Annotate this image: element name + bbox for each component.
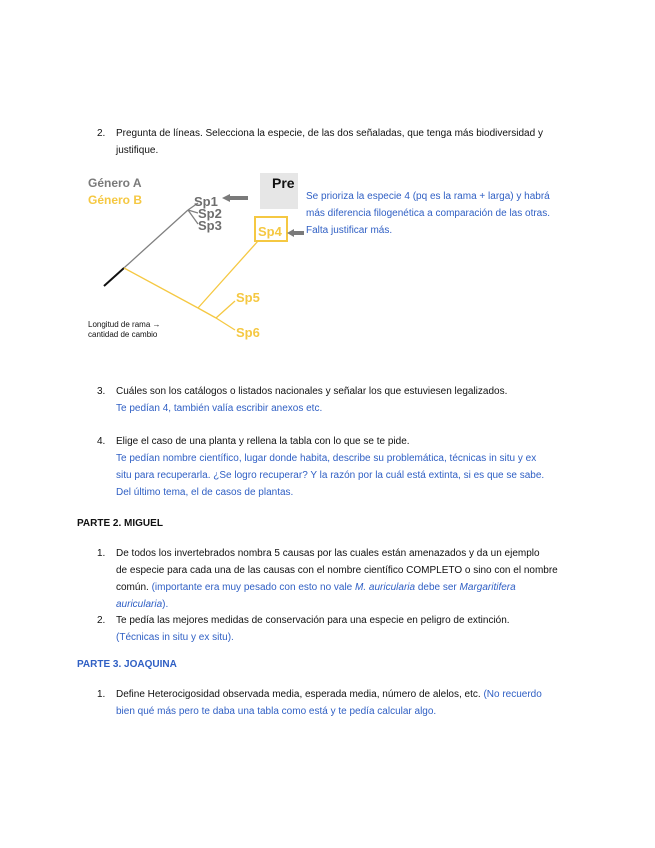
q2-answer-line3: Falta justificar más. (306, 225, 393, 236)
sp3-label: Sp3 (198, 218, 222, 233)
arrow-shaft (230, 196, 248, 200)
q4-answer-line1: Te pedían nombre científico, lugar donde habita, describe su problemática, técnicas in situ y ex (116, 453, 537, 464)
part3-item1-line2: bien qué más pero te daba una tabla como está y te pedía calcular algo. (116, 706, 437, 717)
q3-answer: Te pedían 4, también valía escribir anexos etc. (116, 403, 323, 414)
part3-item1-number: 1. (97, 689, 106, 700)
pre-label: Pre (272, 175, 295, 191)
part2-heading: PARTE 2. MIGUEL (77, 518, 163, 529)
part2-item1-line4-end: ). (162, 599, 169, 610)
part2-item1-species1: M. auricularia (355, 582, 416, 593)
q2-number: 2. (97, 128, 106, 139)
q2-answer-line1: Se prioriza la especie 4 (pq es la rama + larga) y habrá (306, 191, 550, 202)
root-branch (104, 268, 124, 286)
q4-answer-line2: situ para recuperarla. ¿Se logro recuperar? Y la razón por la cuál está extinta, si es que se sabe. (116, 470, 545, 481)
q2-line2: justifique. (116, 145, 159, 156)
q3-block (116, 383, 586, 417)
sp5-branch (216, 301, 235, 318)
legend-line2: cantidad de cambio (88, 330, 158, 339)
part2-item2-line2: (Técnicas in situ y ex situ). (116, 632, 234, 643)
sp6-branch (216, 318, 235, 330)
part3-item1-line1 (116, 686, 591, 703)
q4-answer-line3: Del último tema, el de casos de plantas. (116, 487, 294, 498)
genus-a-label: Género A (88, 176, 142, 190)
part2-item1 (116, 545, 591, 613)
pre-panel (260, 173, 298, 209)
part3-item1-note: (No recuerdo (483, 689, 542, 700)
arrow-head-icon (222, 194, 230, 202)
sp4-arrow-shaft (294, 231, 304, 235)
part2-item1-species2: Margaritifera (459, 582, 516, 593)
part2-item1-note: (importante era muy pesado con esto no vale (151, 582, 356, 593)
sp2-label: Sp2 (198, 206, 222, 221)
legend-line1: Longitud de rama → (88, 320, 161, 329)
sp5-label: Sp5 (236, 290, 260, 305)
part2-item1-number: 1. (97, 548, 106, 559)
sp1-label: Sp1 (194, 194, 218, 209)
part2-item1-line1: De todos los invertebrados nombra 5 causas por las cuales están amenazados y da un ejemplo (116, 548, 540, 559)
q2-line1: Pregunta de líneas. Selecciona la especie, de las dos señaladas, que tenga más biodiversidad y (116, 128, 543, 139)
q3-question: Cuáles son los catálogos o listados nacionales y señalar los que estuviesen legalizados. (116, 386, 508, 397)
part2-item1-note2: debe ser (415, 582, 460, 593)
part2-item1-line2: de especie para cada una de las causas con el nombre científico COMPLETO o sino con el nombre (116, 565, 558, 576)
part3-heading: PARTE 3. JOAQUINA (77, 659, 177, 670)
q4-question: Elige el caso de una planta y rellena la tabla con lo que se te pide. (116, 436, 410, 447)
part3-item1 (116, 686, 591, 720)
q2-answer (306, 188, 586, 239)
part3-item1-line1-plain: Define Heterocigosidad observada media, esperada media, número de alelos, etc. (116, 689, 484, 700)
part2-item1-line3-plain: común. (116, 582, 152, 593)
part2-item1-species2-end: auricularia (116, 599, 163, 610)
part2-item2 (116, 612, 586, 646)
sp5-6-branch (198, 308, 216, 318)
genus-b-label: Género B (88, 193, 143, 207)
q2-answer-line2: más diferencia filogenética a comparación de las otras. (306, 208, 551, 219)
q4-number: 4. (97, 436, 106, 447)
part2-item1-line4 (116, 596, 591, 613)
part2-item2-line1: Te pedía las mejores medidas de conservación para una especie en peligro de extinción. (116, 615, 510, 626)
q2-question (116, 125, 586, 159)
q4-block (116, 433, 586, 501)
sp4-label: Sp4 (258, 224, 282, 239)
part2-item2-number: 2. (97, 615, 106, 626)
sp6-label: Sp6 (236, 325, 260, 340)
sp4-arrow-icon (287, 229, 294, 237)
genus-b-branch (124, 268, 198, 308)
q3-number: 3. (97, 386, 106, 397)
part2-item1-line3 (116, 579, 591, 596)
